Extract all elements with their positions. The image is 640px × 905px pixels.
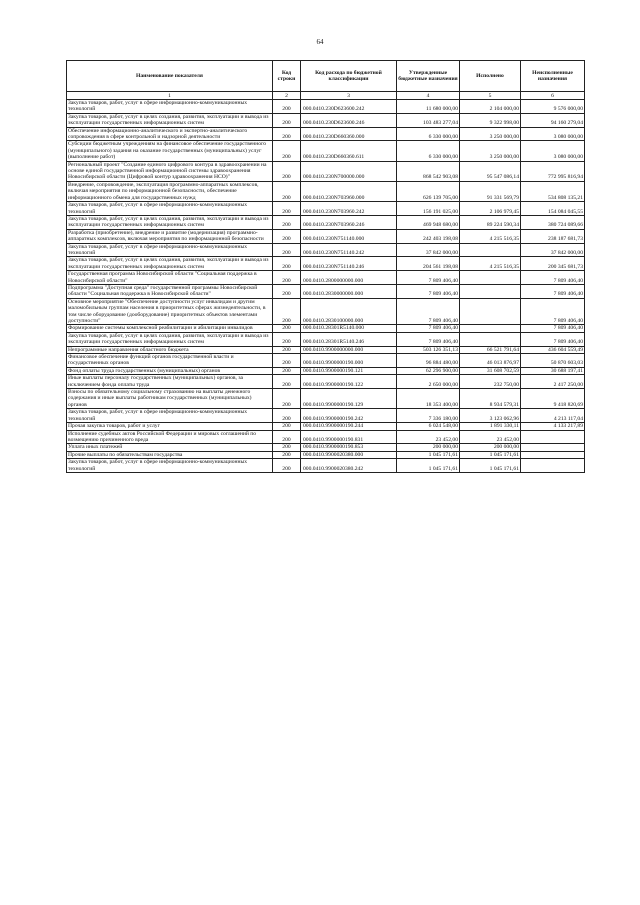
budget-code-cell: 000.0410.230N751140.246 xyxy=(301,257,397,271)
row-name-cell: Формирование системы комплексной реабилитации и абилитации инвалидов xyxy=(67,325,273,332)
unexecuted-amount-cell xyxy=(521,430,585,444)
header-approved: Утвержденные бюджетные назначения xyxy=(397,61,460,92)
executed-amount-cell: 200 000,00 xyxy=(460,444,521,451)
column-index: 5 xyxy=(460,92,521,100)
approved-amount-cell: 626 139 705,00 xyxy=(397,181,460,201)
line-code-cell: 200 xyxy=(273,423,301,430)
table-row xyxy=(67,141,585,161)
unexecuted-amount-cell xyxy=(521,459,585,473)
approved-amount-cell: 23 452,00 xyxy=(397,430,460,444)
unexecuted-amount-cell: 4 133 217,89 xyxy=(521,423,585,430)
row-name-cell: Закупка товаров, работ, услуг в сфере информационно-коммуникационных технологий xyxy=(67,409,273,423)
line-code-cell: 200 xyxy=(273,389,301,409)
approved-amount-cell: 18 353 400,00 xyxy=(397,389,460,409)
line-code-cell: 200 xyxy=(273,161,301,181)
table-row xyxy=(67,215,585,229)
executed-amount-cell xyxy=(460,243,521,257)
line-code-cell: 200 xyxy=(273,215,301,229)
approved-amount-cell: 7 809 406,40 xyxy=(397,271,460,285)
line-code-cell: 200 xyxy=(273,451,301,458)
line-code-cell: 200 xyxy=(273,375,301,389)
unexecuted-amount-cell: 436 604 559,49 xyxy=(521,346,585,353)
page-number: 64 xyxy=(316,38,324,46)
unexecuted-amount-cell: 534 808 135,21 xyxy=(521,181,585,201)
table-row xyxy=(67,354,585,368)
line-code-cell: 200 xyxy=(273,298,301,325)
header-budget-code: Код расхода по бюджетной классификации xyxy=(301,61,397,92)
row-name-cell: Закупка товаров, работ, услуг в сфере информационно-коммуникационных технологий xyxy=(67,459,273,473)
unexecuted-amount-cell: 94 160 279,04 xyxy=(521,113,585,127)
unexecuted-amount-cell: 7 809 406,40 xyxy=(521,332,585,346)
column-index: 4 xyxy=(397,92,460,100)
column-index: 6 xyxy=(521,92,585,100)
line-code-cell: 200 xyxy=(273,409,301,423)
table-header-row xyxy=(67,61,585,92)
approved-amount-cell: 6 024 548,00 xyxy=(397,423,460,430)
executed-amount-cell: 23 452,00 xyxy=(460,430,521,444)
row-name-cell: Уплата иных платежей xyxy=(67,444,273,451)
unexecuted-amount-cell: 30 688 197,41 xyxy=(521,367,585,374)
executed-amount-cell xyxy=(460,271,521,285)
row-name-cell: Финансовое обеспечение функций органов государственной власти и государственных органов xyxy=(67,354,273,368)
approved-amount-cell: 37 842 000,00 xyxy=(397,243,460,257)
table-row xyxy=(67,325,585,332)
executed-amount-cell: 2 106 979,45 xyxy=(460,202,521,216)
table-row xyxy=(67,284,585,298)
approved-amount-cell: 1 045 171,61 xyxy=(397,459,460,473)
table-row xyxy=(67,451,585,458)
unexecuted-amount-cell: 7 809 406,40 xyxy=(521,284,585,298)
budget-code-cell: 000.0410.9900000190.831 xyxy=(301,430,397,444)
budget-execution-table xyxy=(66,60,585,473)
budget-code-cell: 000.0410.9900000190.129 xyxy=(301,389,397,409)
unexecuted-amount-cell: 7 809 406,40 xyxy=(521,325,585,332)
approved-amount-cell: 204 561 198,08 xyxy=(397,257,460,271)
row-name-cell: Субсидии бюджетным учреждениям на финансовое обеспечение государственного (муниципального) задания на оказание государственных (муниципальных) услуг (выполнение работ) xyxy=(67,141,273,161)
line-code-cell: 200 xyxy=(273,346,301,353)
line-code-cell: 200 xyxy=(273,332,301,346)
budget-code-cell: 000.0410.230N703960.242 xyxy=(301,202,397,216)
line-code-cell: 200 xyxy=(273,459,301,473)
approved-amount-cell: 469 948 680,00 xyxy=(397,215,460,229)
row-name-cell: Закупка товаров, работ, услуг в сфере информационно-коммуникационных технологий xyxy=(67,202,273,216)
budget-code-cell: 000.0410.230N751140.000 xyxy=(301,229,397,243)
row-name-cell: Внедрение, сопровождение, эксплуатация программно-аппаратных комплексов, включая мероприятия по информационной безопасности, обеспечение информационного обмена для государственных нужд xyxy=(67,181,273,201)
header-executed: Исполнено xyxy=(460,61,521,92)
column-index: 3 xyxy=(301,92,397,100)
executed-amount-cell xyxy=(460,332,521,346)
budget-code-cell: 000.0410.230N703960.000 xyxy=(301,181,397,201)
executed-amount-cell: 31 608 702,59 xyxy=(460,367,521,374)
executed-amount-cell: 91 331 569,79 xyxy=(460,181,521,201)
table-row xyxy=(67,459,585,473)
line-code-cell: 200 xyxy=(273,127,301,141)
row-name-cell: Государственная программа Новосибирской области "Социальная поддержка в Новосибирской области" xyxy=(67,271,273,285)
table-row xyxy=(67,181,585,201)
budget-code-cell: 000.0410.9900000000.000 xyxy=(301,346,397,353)
table-body xyxy=(67,100,585,473)
column-index: 2 xyxy=(273,92,301,100)
executed-amount-cell: 3 250 000,00 xyxy=(460,141,521,161)
approved-amount-cell: 7 809 406,40 xyxy=(397,284,460,298)
unexecuted-amount-cell: 7 809 406,40 xyxy=(521,271,585,285)
unexecuted-amount-cell: 200 345 681,73 xyxy=(521,257,585,271)
approved-amount-cell: 200 000,00 xyxy=(397,444,460,451)
approved-amount-cell: 11 680 000,00 xyxy=(397,100,460,114)
table-row xyxy=(67,332,585,346)
unexecuted-amount-cell: 50 870 603,03 xyxy=(521,354,585,368)
table-row xyxy=(67,229,585,243)
line-code-cell: 200 xyxy=(273,271,301,285)
executed-amount-cell: 66 521 791,64 xyxy=(460,346,521,353)
approved-amount-cell: 242 403 198,08 xyxy=(397,229,460,243)
row-name-cell: Региональный проект "Создание единого цифрового контура в здравоохранении на основе единой государственной информационной системы здравоохранения Новосибирской области (Цифровой контур здравоохранения НСО)" xyxy=(67,161,273,181)
budget-code-cell: 000.0410.28301R5140.246 xyxy=(301,332,397,346)
line-code-cell: 200 xyxy=(273,229,301,243)
executed-amount-cell: 8 934 579,31 xyxy=(460,389,521,409)
line-code-cell: 200 xyxy=(273,243,301,257)
unexecuted-amount-cell: 7 809 406,40 xyxy=(521,298,585,325)
line-code-cell: 200 xyxy=(273,202,301,216)
table-row xyxy=(67,423,585,430)
row-name-cell: Закупка товаров, работ, услуг в целях создания, развития, эксплуатации и вывода из эксплуатации государственных информационных систем xyxy=(67,113,273,127)
line-code-cell: 200 xyxy=(273,367,301,374)
table-row xyxy=(67,298,585,325)
budget-code-cell: 000.0410.230N700000.000 xyxy=(301,161,397,181)
unexecuted-amount-cell: 772 995 816,94 xyxy=(521,161,585,181)
row-name-cell: Закупка товаров, работ, услуг в сфере информационно-коммуникационных технологий xyxy=(67,243,273,257)
table-row xyxy=(67,100,585,114)
table-row xyxy=(67,113,585,127)
approved-amount-cell: 868 542 903,08 xyxy=(397,161,460,181)
approved-amount-cell: 156 191 025,00 xyxy=(397,202,460,216)
budget-code-cell: 000.0410.230D660360.611 xyxy=(301,141,397,161)
executed-amount-cell: 232 750,00 xyxy=(460,375,521,389)
table-row xyxy=(67,367,585,374)
executed-amount-cell: 9 322 998,00 xyxy=(460,113,521,127)
unexecuted-amount-cell: 4 213 117,04 xyxy=(521,409,585,423)
line-code-cell: 200 xyxy=(273,284,301,298)
row-name-cell: Закупка товаров, работ, услуг в сфере информационно-коммуникационных технологий xyxy=(67,100,273,114)
unexecuted-amount-cell: 9 418 820,69 xyxy=(521,389,585,409)
unexecuted-amount-cell: 2 417 250,00 xyxy=(521,375,585,389)
row-name-cell: Фонд оплаты труда государственных (муниципальных) органов xyxy=(67,367,273,374)
approved-amount-cell: 7 336 180,00 xyxy=(397,409,460,423)
executed-amount-cell: 3 123 062,96 xyxy=(460,409,521,423)
line-code-cell: 200 xyxy=(273,325,301,332)
approved-amount-cell: 6 330 000,00 xyxy=(397,127,460,141)
line-code-cell: 200 xyxy=(273,444,301,451)
budget-code-cell: 000.0410.9900000190.853 xyxy=(301,444,397,451)
row-name-cell: Взносы по обязательному социальному страхованию на выплаты денежного содержания и иные выплаты работникам государственных (муниципальных) органов xyxy=(67,389,273,409)
table-row xyxy=(67,257,585,271)
approved-amount-cell: 2 650 000,00 xyxy=(397,375,460,389)
column-index: 1 xyxy=(67,92,273,100)
header-indicator-name: Наименование показателя xyxy=(67,61,273,92)
approved-amount-cell: 6 330 000,00 xyxy=(397,141,460,161)
table-row xyxy=(67,202,585,216)
budget-code-cell: 000.0410.9900000190.121 xyxy=(301,367,397,374)
row-name-cell: Основное мероприятие "Обеспечение доступности услуг инвалидам и другим маломобильным группам населения в приоритетных сферах жизнедеятельности, в том числе оборудование (дооборудование) приоритетных объектов элементами доступности" xyxy=(67,298,273,325)
approved-amount-cell: 7 809 406,40 xyxy=(397,325,460,332)
budget-code-cell: 000.0410.9900020380.000 xyxy=(301,451,397,458)
budget-code-cell: 000.0410.9900000190.244 xyxy=(301,423,397,430)
executed-amount-cell: 1 045 171,61 xyxy=(460,459,521,473)
budget-code-cell: 000.0410.28301R5140.000 xyxy=(301,325,397,332)
line-code-cell: 200 xyxy=(273,354,301,368)
header-unexecuted: Неисполненные назначения xyxy=(521,61,585,92)
row-name-cell: Исполнение судебных актов Российской Федерации и мировых соглашений по возмещению причиненного вреда xyxy=(67,430,273,444)
row-name-cell: Иные выплаты персоналу государственных (муниципальных) органов, за исключением фонда оплаты труда xyxy=(67,375,273,389)
column-index-row xyxy=(67,92,585,100)
unexecuted-amount-cell xyxy=(521,444,585,451)
header-line-code: Код строки xyxy=(273,61,301,92)
executed-amount-cell xyxy=(460,325,521,332)
budget-code-cell: 000.0410.9900000190.000 xyxy=(301,354,397,368)
executed-amount-cell: 4 215 516,35 xyxy=(460,257,521,271)
executed-amount-cell: 1 045 171,61 xyxy=(460,451,521,458)
approved-amount-cell: 7 809 406,40 xyxy=(397,298,460,325)
row-name-cell: Подпрограмма "Доступная среда" государственной программы Новосибирской области "Социальная поддержка в Новосибирской области" xyxy=(67,284,273,298)
line-code-cell: 200 xyxy=(273,100,301,114)
unexecuted-amount-cell: 154 084 045,55 xyxy=(521,202,585,216)
row-name-cell: Обеспечение информационно-аналитического и экспертно-аналитического сопровождения в сфере контрольной и надзорной деятельности xyxy=(67,127,273,141)
budget-code-cell: 000.0410.2830100000.000 xyxy=(301,298,397,325)
row-name-cell: Прочая закупка товаров, работ и услуг xyxy=(67,423,273,430)
unexecuted-amount-cell: 37 842 000,00 xyxy=(521,243,585,257)
table-row xyxy=(67,375,585,389)
row-name-cell: Закупка товаров, работ, услуг в целях создания, развития, эксплуатации и вывода из эксплуатации государственных информационных систем xyxy=(67,215,273,229)
table-row xyxy=(67,127,585,141)
line-code-cell: 200 xyxy=(273,141,301,161)
executed-amount-cell: 95 547 086,14 xyxy=(460,161,521,181)
approved-amount-cell: 503 126 351,13 xyxy=(397,346,460,353)
line-code-cell: 200 xyxy=(273,257,301,271)
row-name-cell: Прочие выплаты по обязательствам государства xyxy=(67,451,273,458)
row-name-cell: Непрограммные направления областного бюджета xyxy=(67,346,273,353)
budget-code-cell: 000.0410.9900000190.242 xyxy=(301,409,397,423)
approved-amount-cell: 62 296 900,00 xyxy=(397,367,460,374)
table-row xyxy=(67,389,585,409)
budget-code-cell: 000.0410.230N751140.242 xyxy=(301,243,397,257)
row-name-cell: Разработка (приобретение), внедрение и развитие (модернизация) программно-аппаратных комплексов, включая мероприятия по информационной безопасности xyxy=(67,229,273,243)
table-row xyxy=(67,271,585,285)
executed-amount-cell: 1 891 330,11 xyxy=(460,423,521,430)
budget-code-cell: 000.0410.9900020380.242 xyxy=(301,459,397,473)
approved-amount-cell: 96 884 480,00 xyxy=(397,354,460,368)
line-code-cell: 200 xyxy=(273,113,301,127)
approved-amount-cell: 103 483 277,04 xyxy=(397,113,460,127)
row-name-cell: Закупка товаров, работ, услуг в целях создания, развития, эксплуатации и вывода из эксплуатации государственных информационных систем xyxy=(67,257,273,271)
unexecuted-amount-cell: 3 080 000,00 xyxy=(521,141,585,161)
unexecuted-amount-cell: 3 080 000,00 xyxy=(521,127,585,141)
budget-code-cell: 000.0410.9900000190.122 xyxy=(301,375,397,389)
line-code-cell: 200 xyxy=(273,430,301,444)
row-name-cell: Закупка товаров, работ, услуг в целях создания, развития, эксплуатации и вывода из эксплуатации государственных информационных систем xyxy=(67,332,273,346)
line-code-cell: 200 xyxy=(273,181,301,201)
executed-amount-cell xyxy=(460,298,521,325)
table-row xyxy=(67,346,585,353)
budget-code-cell: 000.0410.230D660360.000 xyxy=(301,127,397,141)
executed-amount-cell: 3 250 000,00 xyxy=(460,127,521,141)
budget-code-cell: 000.0410.230D623600.242 xyxy=(301,100,397,114)
budget-code-cell: 000.0410.2830000000.000 xyxy=(301,284,397,298)
approved-amount-cell: 7 809 406,40 xyxy=(397,332,460,346)
table-row xyxy=(67,444,585,451)
executed-amount-cell: 89 224 590,34 xyxy=(460,215,521,229)
table-row xyxy=(67,161,585,181)
unexecuted-amount-cell: 9 576 000,00 xyxy=(521,100,585,114)
executed-amount-cell: 2 104 000,00 xyxy=(460,100,521,114)
unexecuted-amount-cell: 380 724 089,66 xyxy=(521,215,585,229)
budget-code-cell: 000.0410.230D623600.246 xyxy=(301,113,397,127)
budget-code-cell: 000.0410.2800000000.000 xyxy=(301,271,397,285)
executed-amount-cell: 4 215 516,35 xyxy=(460,229,521,243)
table-row xyxy=(67,409,585,423)
executed-amount-cell xyxy=(460,284,521,298)
unexecuted-amount-cell xyxy=(521,451,585,458)
budget-code-cell: 000.0410.230N703960.246 xyxy=(301,215,397,229)
approved-amount-cell: 1 045 171,61 xyxy=(397,451,460,458)
table-row xyxy=(67,243,585,257)
unexecuted-amount-cell: 238 187 681,73 xyxy=(521,229,585,243)
executed-amount-cell: 46 013 876,97 xyxy=(460,354,521,368)
table-row xyxy=(67,430,585,444)
